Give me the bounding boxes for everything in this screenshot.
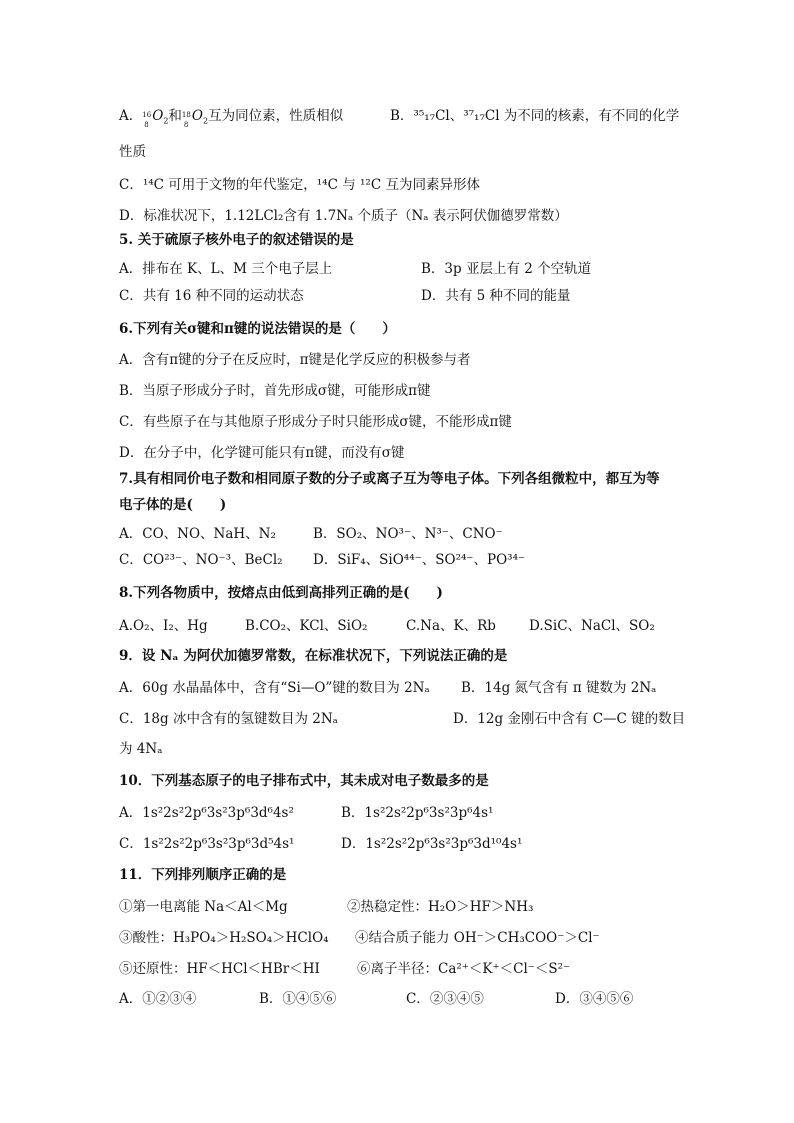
q8-option-c: C.Na、K、Rb (406, 618, 496, 634)
element-symbol: O (191, 108, 203, 124)
q6-option-b: B．当原子形成分子时，首先形成σ键，可能形成π键 (119, 383, 431, 399)
q5-option-d: D．共有 5 种不同的能量 (421, 288, 571, 304)
q9-stem: 9．设 Nₐ 为阿伏加德罗常数，在标准状况下，下列说法正确的是 (119, 648, 508, 664)
q4-option-b-cont: 性质 (119, 144, 146, 160)
q8-option-d: D.SiC、NaCl、SO₂ (529, 618, 655, 634)
q7-stem-line1: 7.具有相同价电子数和相同原子数的分子或离子互为等电子体。下列各组微粒中，都互为等 (119, 471, 660, 487)
q10-stem: 10．下列基态原子的电子排布式中，其未成对电子数最多的是 (119, 773, 489, 789)
q9-option-d-cont: 为 4Nₐ (119, 741, 163, 757)
q9-option-c: C．18g 冰中含有的氢键数目为 2Nₐ (119, 711, 338, 727)
q7-option-d: D．SiF₄、SiO⁴⁴⁻、SO²⁴⁻、PO³⁴⁻ (313, 552, 526, 568)
q7-option-b: B．SO₂、NO³⁻、N³⁻、CNO⁻ (313, 526, 503, 542)
q7-option-a: A．CO、NO、NaH、N₂ (119, 526, 276, 542)
q11-item-3: ③酸性：H₃PO₄＞H₂SO₄＞HClO₄ (119, 930, 329, 946)
q5-option-c: C．共有 16 种不同的运动状态 (119, 288, 304, 304)
q5-stem: 5. 关于硫原子核外电子的叙述错误的是 (119, 232, 354, 248)
q4-a-text: 互为同位素，性质相似 (208, 108, 344, 124)
q11-item-5: ⑤还原性：HF＜HCl＜HBr＜HI (119, 961, 320, 977)
element-symbol: O (152, 108, 164, 124)
q8-option-b: B.CO₂、KCl、SiO₂ (245, 618, 368, 634)
q4-option-d: D．标准状况下，1.12LCl₂含有 1.7Nₐ 个质子（Nₐ 表示阿伏伽德罗常数） (119, 208, 568, 224)
q11-option-a: A．①②③④ (119, 991, 197, 1007)
q11-stem: 11．下列排列顺序正确的是 (119, 867, 287, 883)
q5-option-b: B．3p 亚层上有 2 个空轨道 (421, 261, 592, 277)
q4-option-a (119, 107, 344, 129)
q4-option-b: B．³⁵₁₇Cl、³⁷₁₇Cl 为不同的核素，有不同的化学 (390, 108, 680, 124)
q4-option-c: C．¹⁴C 可用于文物的年代鉴定，¹⁴C 与 ¹²C 互为同素异形体 (119, 177, 480, 193)
conjunction: 和 (168, 108, 182, 124)
q6-option-c: C．有些原子在与其他原子形成分子时只能形成σ键，不能形成π键 (119, 414, 512, 430)
q11-option-c: C．②③④⑤ (406, 991, 484, 1007)
mass-number: 18 (181, 111, 191, 119)
q9-option-b: B．14g 氮气含有 π 键数为 2Nₐ (461, 680, 657, 696)
q6-option-d: D．在分子中，化学键可能只有π键，而没有σ键 (119, 445, 405, 461)
q11-item-6: ⑥离子半径：Ca²⁺＜K⁺＜Cl⁻＜S²⁻ (357, 961, 571, 977)
atomic-number: 8 (144, 121, 149, 129)
q11-item-4: ④结合质子能力 OH⁻＞CH₃COO⁻＞Cl⁻ (355, 930, 600, 946)
q7-option-c: C．CO²³⁻、NO⁻³、BeCl₂ (119, 552, 283, 568)
q10-option-d: D．1s²2s²2p⁶3s²3p⁶3d¹⁰4s¹ (341, 836, 523, 852)
q11-item-1: ①第一电离能 Na＜Al＜Mg (119, 899, 288, 915)
q11-option-d: D．③④⑤⑥ (555, 991, 634, 1007)
q11-item-2: ②热稳定性：H₂O＞HF＞NH₃ (347, 899, 534, 915)
q7-stem-line2: 电子体的是( ) (119, 497, 227, 513)
isotope-o16 (142, 107, 152, 129)
q5-option-a: A．排布在 K、L、M 三个电子层上 (119, 261, 333, 277)
q10-option-b: B．1s²2s²2p⁶3s²3p⁶4s¹ (341, 805, 494, 821)
mass-number: 16 (142, 111, 152, 119)
q6-option-a: A．含有π键的分子在反应时，π键是化学反应的积极参与者 (119, 352, 471, 368)
q4-a-prefix: A． (119, 108, 143, 124)
subscript: 2 (163, 116, 169, 126)
q9-option-a: A．60g 水晶晶体中，含有“Si—O”键的数目为 2Nₐ (119, 680, 430, 696)
q11-option-b: B．①④⑤⑥ (259, 991, 337, 1007)
q10-option-a: A．1s²2s²2p⁶3s²3p⁶3d⁶4s² (119, 805, 294, 821)
q6-stem: 6.下列有关σ键和π键的说法错误的是（ ） (119, 321, 396, 337)
subscript: 2 (203, 116, 209, 126)
q8-option-a: A.O₂、I₂、Hg (119, 618, 208, 634)
q10-option-c: C．1s²2s²2p⁶3s²3p⁶3d⁵4s¹ (119, 836, 295, 852)
isotope-o18 (181, 107, 192, 129)
q8-stem: 8.下列各物质中，按熔点由低到高排列正确的是( ) (119, 585, 443, 601)
atomic-number: 8 (183, 121, 189, 129)
q9-option-d: D．12g 金刚石中含有 C—C 键的数目 (453, 711, 686, 727)
